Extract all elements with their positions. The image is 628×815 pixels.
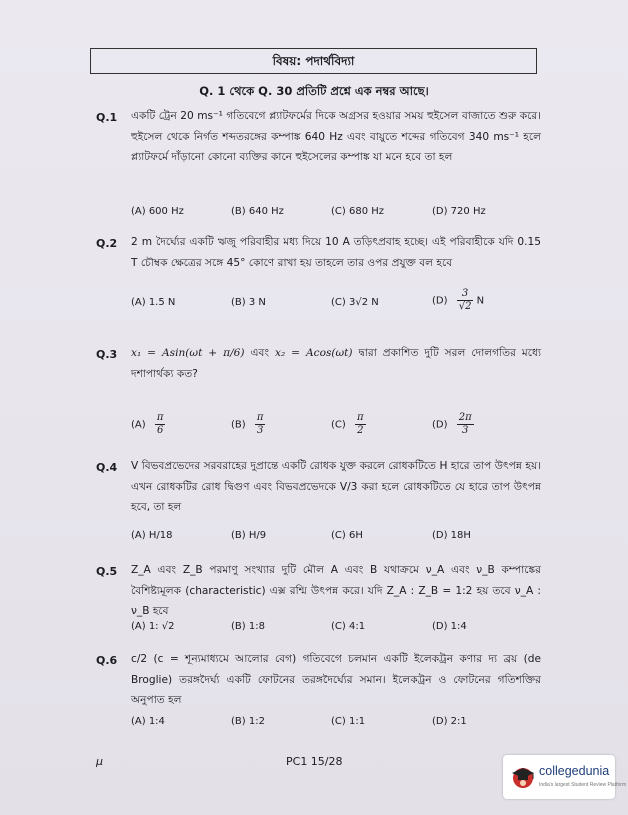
equation-1: x₁ = Asin(ωt + π/6) [131,347,245,359]
fraction-denominator: 3 [256,425,264,436]
fraction [255,412,266,437]
question-number: Q.2 [96,237,118,250]
option-c: (C) 4:1 [331,621,366,632]
option-c: (C) 3√2 N [331,297,379,308]
question-number: Q.6 [96,654,118,667]
fraction-denominator: 2 [357,425,364,436]
question-text: V বিভবপ্রভেদের সরবরাহের দুপ্রান্তে একটি রোধক যুক্ত করলে রোধকটিতে H হারে তাপ উৎপন্ন হয়। এখন রোধকটির রোধ দ্বিগুণ এবং বিভবপ্রভেদকে V/3 করা হলে রোধকটিতে যে হারে তাপ উৎপন্ন হবে, তা হল [131,460,541,513]
question-text: Z_A এবং Z_B পরমাণু সংখ্যার দুটি মৌল A এবং B যথাক্রমে ν_A এবং ν_B কম্পাঙ্কের বৈশিষ্ট্যমূলক (characteristic) এক্স রশ্মি উৎপন্ন করে। যদি Z_A : Z_B = 1:2 হয় তবে ν_A : ν_B হবে [131,564,541,617]
logo-tagline: India's largest Student Review Platform [539,782,627,788]
question-text: c/2 (c = শূন্যমাধ্যমে আলোর বেগ) গতিবেগে চলমান একটি ইলেকট্রন কণার দ্য ব্রয় (de Broglie) তরঙ্গদৈর্ঘ্য একটি ফোটনের তরঙ্গদৈর্ঘ্যের সমান। ইলেকট্রন ও ফোটনের গতিশক্তির অনুপাত হল [131,653,541,706]
option-a: (A) 1: √2 [131,621,175,632]
option-b [231,412,265,437]
question-number: Q.3 [96,348,118,361]
question-number: Q.4 [96,461,118,474]
subject-header: বিষয়: পদার্থবিদ্যা [90,48,537,74]
collegedunia-logo[interactable] [503,755,627,799]
fraction [155,412,166,437]
option-b: (B) 640 Hz [231,206,284,217]
option-a: (A) 600 Hz [131,206,184,217]
question-number: Q.1 [96,111,118,124]
option-c: (C) 680 Hz [331,206,384,217]
connector-word: এবং [250,347,270,359]
option-d: (D) 18H [432,530,471,541]
option-label: (D) [432,295,448,307]
question-number: Q.5 [96,565,118,578]
option-b: (B) 3 N [231,297,266,308]
question-text: একটি ট্রেন 20 ms⁻¹ গতিবেগে প্ল্যাটফর্মের দিকে অগ্রসর হওয়ার সময় হুইসেল বাজাতে শুরু করে। হুইসেল থেকে নির্গত শব্দতরঙ্গের কম্পাঙ্ক 640 Hz এবং বায়ুতে শব্দের গতিবেগ 340 ms⁻¹ হলে প্ল্যাটফর্মে দাঁড়ানো কোনো ব্যক্তির কানে হুইসেলের কম্পাঙ্ক যা মনে হবে তা হল [131,110,541,163]
option-label: (A) [131,419,146,431]
option-label: (B) [231,419,246,431]
fraction-numerator: π [256,412,264,423]
fraction-numerator: π [156,412,164,423]
instruction-line: Q. 1 থেকে Q. 30 প্রতিটি প্রশ্নে এক নম্বর আছে। [199,84,429,98]
logo-name: collegedunia [539,764,610,778]
option-c [331,412,366,437]
option-b: (B) 1:2 [231,716,265,727]
option-a: (A) 1:4 [131,716,165,727]
fraction-numerator: π [356,412,364,423]
fraction-denominator: 3 [461,425,469,436]
fraction-numerator: 2π [458,412,472,423]
option-b: (B) H/9 [231,530,267,541]
option-c: (C) 1:1 [331,716,366,727]
fraction [457,412,474,437]
option-d: (D) 2:1 [432,716,467,727]
question-tail: দ্বারা প্রকাশিত দুটি সরল দোলগতির মধ্যে দশাপার্থক্য কত? [131,347,542,380]
graduation-cap-icon [509,763,537,791]
option-c: (C) 6H [331,530,363,541]
page-number: PC1 15/28 [286,755,343,768]
option-a: (A) H/18 [131,530,173,541]
option-d [432,288,484,313]
option-d: (D) 1:4 [432,621,467,632]
equation-2: x₂ = Acos(ωt) [274,347,353,359]
fraction [457,288,474,313]
fraction-denominator: 6 [156,425,164,436]
question-text [131,343,541,384]
option-label: (D) [432,419,448,431]
fraction-denominator: √2 [458,301,472,312]
question-text: 2 m দৈর্ঘ্যের একটি ঋজু পরিবাহীর মধ্য দিয়ে 10 A তড়িৎপ্রবাহ হচ্ছে। এই পরিবাহীকে যদি 0.15 T চৌম্বক ক্ষেত্রের সঙ্গে 45° কোণে রাখা হয় তাহলে তার ওপর প্রযুক্ত বল হবে [131,236,541,269]
footer-mark: μ [96,755,103,768]
option-a [131,412,165,437]
fraction-numerator: 3 [457,288,474,301]
option-a: (A) 1.5 N [131,297,176,308]
option-d [432,412,474,437]
fraction [355,412,366,437]
option-b: (B) 1:8 [231,621,265,632]
unit: N [476,295,485,307]
option-label: (C) [331,419,346,431]
option-d: (D) 720 Hz [432,206,486,217]
